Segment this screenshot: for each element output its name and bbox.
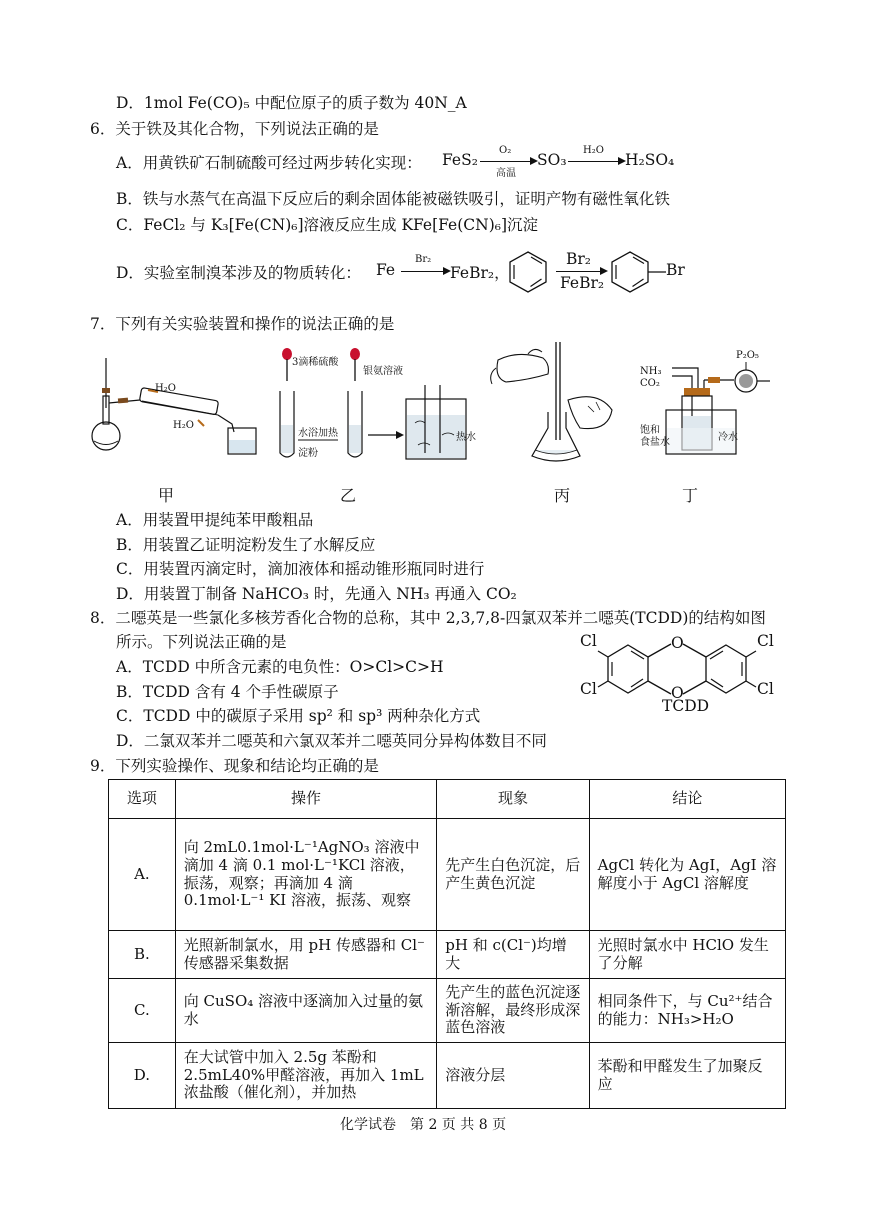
q7-stem: 7．下列有关实验装置和操作的说法正确的是 [90, 315, 395, 333]
q8-option-c: C．TCDD 中的碳原子采用 sp² 和 sp³ 两种杂化方式 [116, 707, 481, 725]
jia-h2o-bottom: H₂O [173, 420, 194, 431]
q6-a-so3: SO₃ [537, 151, 567, 169]
table-row [109, 979, 786, 1043]
yi-hot-water-label: 热水 [456, 432, 476, 443]
q8-stem-line2: 所示。下列说法正确的是 [116, 633, 287, 651]
tcdd-o-bottom: O [671, 684, 684, 702]
page-footer: 化学试卷 第 2 页 共 8 页 [340, 1117, 507, 1133]
header-operation: 操作 [175, 780, 436, 819]
row-d-phenomenon: 溶液分层 [437, 1043, 589, 1109]
q6-a-arrow1-bottom: 高温 [496, 168, 516, 179]
fig-label-yi: 乙 [340, 486, 357, 505]
q6-d-febr2: FeBr₂， [450, 264, 510, 282]
row-a-option: A. [109, 819, 176, 931]
q6-stem: 6．关于铁及其化合物，下列说法正确的是 [90, 120, 379, 138]
yi-water-bath-label: 水浴加热 [298, 428, 338, 439]
tcdd-o-top: O [671, 634, 684, 652]
row-c-conclusion: 相同条件下，与 Cu²⁺结合的能力：NH₃>H₂O [589, 979, 785, 1043]
q8-option-a: A．TCDD 中所含元素的电负性：O>Cl>C>H [116, 658, 444, 676]
q6-d-arrow1-top: Br₂ [415, 254, 432, 265]
q6-a-arrow1-line [480, 161, 532, 162]
q8-option-d: D．二氯双苯并二噁英和六氯双苯并二噁英同分异构体数目不同 [116, 732, 547, 750]
yi-dilute-acid-label: 3滴稀硫酸 [292, 357, 339, 368]
q6-d-prefix: D．实验室制溴苯涉及的物质转化： [116, 264, 361, 282]
q8-option-b: B．TCDD 含有 4 个手性碳原子 [116, 683, 339, 701]
q6-d-br: Br [666, 261, 685, 279]
jia-h2o-top: H₂O [155, 383, 176, 394]
q6-a-prefix: A．用黄铁矿石制硫酸可经过两步转化实现： [116, 154, 422, 172]
q6-d-arrow2-line [556, 271, 602, 272]
table-row [109, 819, 786, 931]
tcdd-cl-top-left: Cl [580, 632, 597, 650]
table-header-row [109, 780, 786, 819]
ding-cold-water-label: 冷水 [718, 432, 738, 443]
q6-d-arrow1-line [401, 271, 445, 272]
row-d-conclusion: 苯酚和甲醛发生了加聚反应 [589, 1043, 785, 1109]
ding-p2o5-label: P₂O₅ [736, 350, 759, 361]
row-d-operation: 在大试管中加入 2.5g 苯酚和 2.5mL40%甲醛溶液，再加入 1mL 浓盐酸（催化剂），并加热 [175, 1043, 436, 1109]
ding-nh3-label: NH₃ [640, 366, 662, 377]
ding-brine-label: 饱和 食盐水 [640, 425, 670, 448]
row-c-phenomenon: 先产生的蓝色沉淀逐渐溶解，最终形成深蓝色溶液 [437, 979, 589, 1043]
fig-label-bing: 丙 [554, 486, 571, 505]
header-conclusion: 结论 [589, 780, 785, 819]
row-c-operation: 向 CuSO₄ 溶液中逐滴加入过量的氨水 [175, 979, 436, 1043]
q9-stem: 9．下列实验操作、现象和结论均正确的是 [90, 757, 379, 775]
row-b-conclusion: 光照时氯水中 HClO 发生了分解 [589, 931, 785, 979]
q6-a-arrow1-top: O₂ [499, 145, 512, 156]
yi-silver-ammonia-label: 银氨溶液 [363, 366, 403, 377]
q7-option-b: B．用装置乙证明淀粉发生了水解反应 [116, 536, 376, 554]
ding-co2-label: CO₂ [640, 378, 660, 389]
q6-option-c: C．FeCl₂ 与 K₃[Fe(CN)₆]溶液反应生成 KFe[Fe(CN)₆]沉淀 [116, 216, 539, 234]
q6-d-fe: Fe [376, 261, 396, 279]
apparatus-jia-distillation-icon [88, 348, 268, 466]
row-b-operation: 光照新制氯水，用 pH 传感器和 Cl⁻传感器采集数据 [175, 931, 436, 979]
q6-option-a [116, 151, 422, 173]
q7-option-d: D．用装置丁制备 NaHCO₃ 时，先通入 NH₃ 再通入 CO₂ [116, 585, 517, 603]
q8-stem-line1: 8．二噁英是一些氯化多核芳香化合物的总称，其中 2,3,7,8-四氯双苯并二噁英(TCDD)的结构如图 [90, 609, 766, 627]
yi-starch-label: 淀粉 [298, 448, 318, 459]
header-option: 选项 [109, 780, 176, 819]
table-row [109, 931, 786, 979]
q6-a-arrow2-top: H₂O [583, 145, 604, 156]
fig-label-ding: 丁 [682, 486, 699, 505]
row-c-option: C. [109, 979, 176, 1043]
header-phenomenon: 现象 [437, 780, 589, 819]
q6-a-arrow2-line [568, 161, 620, 162]
q6-d-arrow2-top: Br₂ [566, 250, 592, 268]
q5-option-d: D．1mol Fe(CO)₅ 中配位原子的质子数为 40N_A [116, 94, 467, 112]
q6-option-b: B．铁与水蒸气在高温下反应后的剩余固体能被磁铁吸引，证明产物有磁性氧化铁 [116, 190, 670, 208]
tcdd-name: TCDD [662, 697, 710, 715]
benzene-ring-icon [504, 249, 552, 293]
row-b-option: B. [109, 931, 176, 979]
tcdd-cl-top-right: Cl [757, 632, 774, 650]
row-b-phenomenon: pH 和 c(Cl⁻)均增大 [437, 931, 589, 979]
tcdd-cl-bottom-left: Cl [580, 680, 597, 698]
row-a-phenomenon: 先产生白色沉淀，后产生黄色沉淀 [437, 819, 589, 931]
row-a-operation: 向 2mL0.1mol·L⁻¹AgNO₃ 溶液中滴加 4 滴 0.1 mol·L⁻¹KCl 溶液，振荡，观察；再滴加 4 滴 0.1mol·L⁻¹ KI 溶液，振荡、观察 [175, 819, 436, 931]
row-a-conclusion: AgCl 转化为 AgI，AgI 溶解度小于 AgCl 溶解度 [589, 819, 785, 931]
fig-label-jia: 甲 [158, 486, 175, 505]
q6-a-feS2: FeS₂ [442, 151, 478, 169]
experiment-table [108, 779, 786, 1109]
bromobenzene-icon [606, 249, 668, 293]
tcdd-cl-bottom-right: Cl [757, 680, 774, 698]
q6-d-arrow2-bottom: FeBr₂ [560, 274, 605, 292]
q7-option-a: A．用装置甲提纯苯甲酸粗品 [116, 511, 314, 529]
q7-option-c: C．用装置丙滴定时，滴加液体和摇动锥形瓶同时进行 [116, 560, 485, 578]
table-row [109, 1043, 786, 1109]
q6-a-h2so4: H₂SO₄ [625, 151, 675, 169]
apparatus-bing-titration-icon [488, 340, 618, 474]
row-d-option: D. [109, 1043, 176, 1109]
